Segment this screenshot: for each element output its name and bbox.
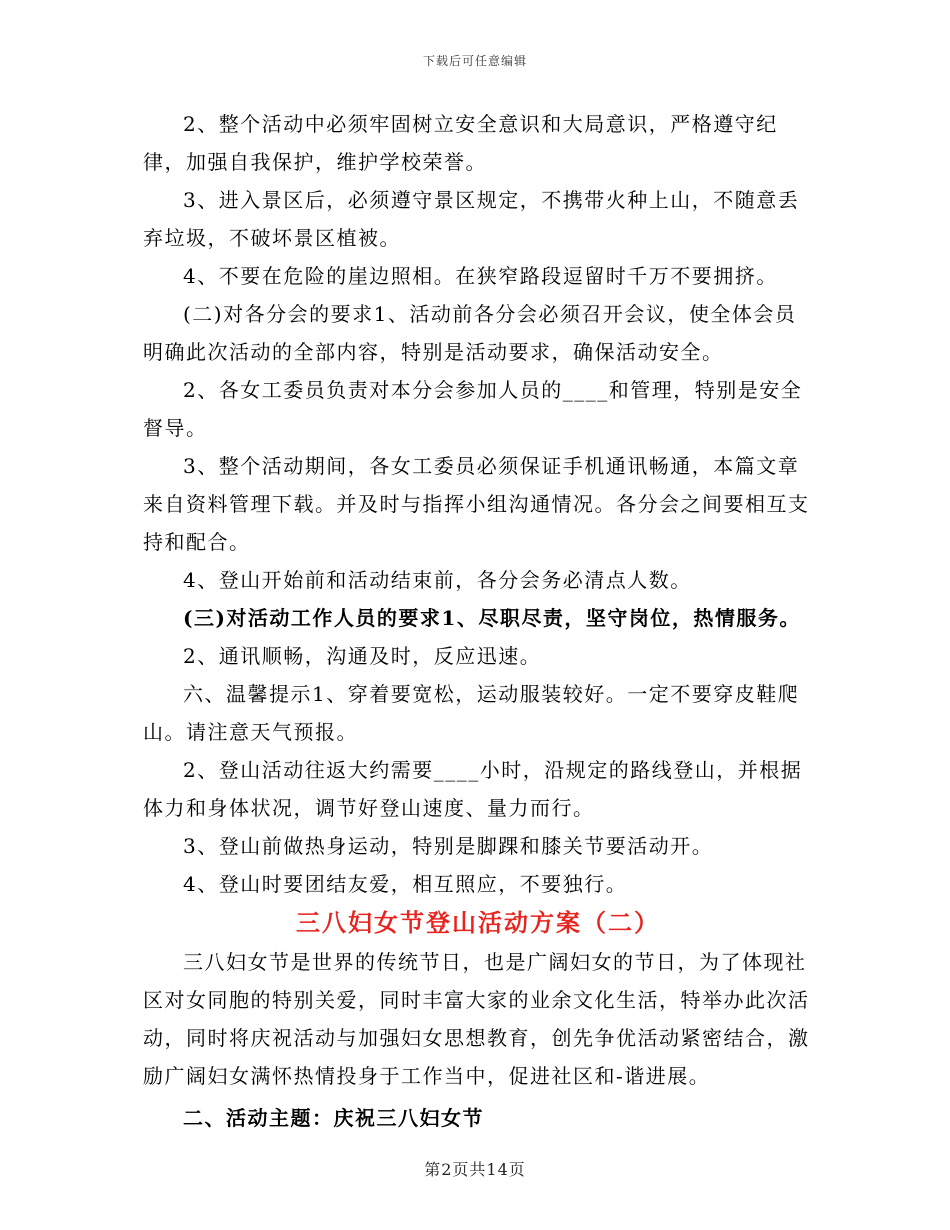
paragraph-tips-2: 2、登山活动往返大约需要____小时，沿规定的路线登山，并根据体力和身体状况，调节好登山速度、量力而行。 xyxy=(143,758,803,820)
paragraph-tips-4: 4、登山时要团结友爱，相互照应，不要独行。 xyxy=(183,872,628,896)
document-body xyxy=(143,105,813,1137)
paragraph-tips: 六、温馨提示1、穿着要宽松，运动服装较好。一定不要穿皮鞋爬山。请注意天气预报。 xyxy=(143,682,800,744)
paragraph-rule-4: 4、不要在危险的崖边照相。在狭窄路段逗留时千万不要拥挤。 xyxy=(183,264,778,288)
section-title: 三八妇女节登山活动方案（二） xyxy=(296,909,660,937)
paragraph-branch-2: 2、各女工委员负责对本分会参加人员的____和管理，特别是安全督导。 xyxy=(143,378,803,440)
paragraph-staff-2: 2、通讯顺畅，沟通及时，反应迅速。 xyxy=(183,644,542,668)
paragraph-theme: 二、活动主题：庆祝三八妇女节 xyxy=(183,1106,484,1130)
page-header: 下载后可任意编辑 xyxy=(422,54,527,68)
paragraph-rule-2: 2、整个活动中必须牢固树立安全意识和大局意识，严格遵守纪律，加强自我保护，维护学校荣誉。 xyxy=(143,112,778,174)
paragraph-intro: 三八妇女节是世界的传统节日，也是广阔妇女的节日，为了体现社区对女同胞的特别关爱，同时丰富大家的业余文化生活，特举办此次活动，同时将庆祝活动与加强妇女思想教育，创先争优活动紧密结合，激励广阔妇女满怀热情投身于工作当中，促进社区和-谐进展。 xyxy=(143,950,810,1088)
paragraph-tips-3: 3、登山前做热身运动，特别是脚踝和膝关节要活动开。 xyxy=(183,834,714,858)
paragraph-branch-3: 3、整个活动期间，各女工委员必须保证手机通讯畅通，本篇文章来自资料管理下载。并及时与指挥小组沟通情况。各分会之间要相互支持和配合。 xyxy=(143,454,810,554)
paragraph-staff-requirements: (三)对活动工作人员的要求1、尽职尽责，坚守岗位，热情服务。 xyxy=(183,606,801,630)
paragraph-rule-3: 3、进入景区后，必须遵守景区规定，不携带火种上山，不随意丢弃垃圾，不破坏景区植被。 xyxy=(143,188,800,250)
paragraph-branch-requirements: (二)对各分会的要求1、活动前各分会必须召开会议，使全体会员明确此次活动的全部内容，特别是活动要求，确保活动安全。 xyxy=(143,302,797,364)
paragraph-branch-4: 4、登山开始前和活动结束前，各分会务必清点人数。 xyxy=(183,568,692,592)
page-footer: 第2页共14页 xyxy=(424,1160,526,1179)
